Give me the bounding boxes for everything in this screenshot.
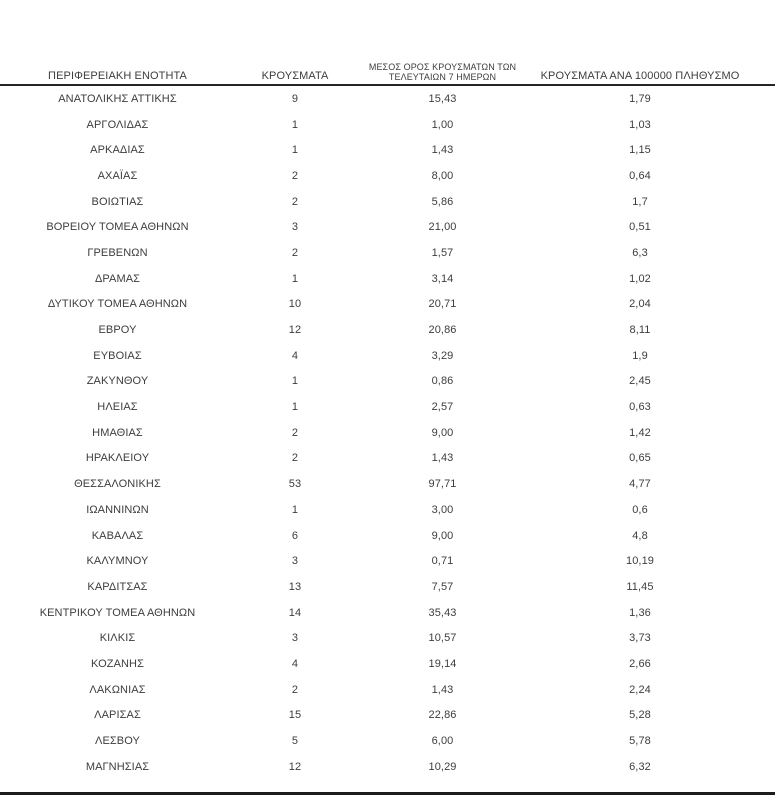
cases-per-100k-cell: 2,45: [629, 375, 651, 388]
cases-per-100k-cell: 1,15: [629, 144, 651, 157]
table-row: [0, 651, 775, 677]
cases-count-cell: 53: [288, 478, 302, 491]
cases-count-cell: 1: [291, 272, 299, 285]
cases-per-100k-cell: 8,11: [629, 324, 651, 337]
avg-7day-cases-cell: 1,00: [431, 118, 454, 131]
cases-count-cell: 1: [291, 118, 299, 131]
avg-7day-cases-cell: 20,71: [428, 298, 457, 311]
cases-count-cell: 9: [291, 92, 299, 105]
cases-per-100k-cell: 3,73: [629, 632, 651, 645]
avg-7day-cases-cell: 22,86: [428, 709, 457, 722]
avg-7day-cases-cell: 35,43: [428, 606, 457, 619]
table-row: [0, 728, 775, 754]
region-name-cell: ΛΕΣΒΟΥ: [95, 735, 140, 748]
avg-7day-cases-cell: 10,29: [428, 760, 457, 773]
region-name-cell: ΚΑΡΔΙΤΣΑΣ: [87, 580, 148, 593]
table-row: [0, 369, 775, 395]
cases-per-100k-cell: 0,6: [632, 503, 648, 516]
cases-count-cell: 4: [291, 657, 299, 670]
region-name-cell: ΚΙΛΚΙΣ: [99, 632, 136, 645]
table-row: [0, 446, 775, 472]
avg-7day-cases-cell: 15,43: [428, 92, 457, 105]
table-row: [0, 86, 775, 112]
cases-per-100k-cell: 2,24: [629, 683, 651, 696]
avg-7day-cases-cell: 9,00: [431, 426, 454, 439]
table-row: [0, 266, 775, 292]
cases-count-cell: 10: [288, 298, 302, 311]
cases-count-cell: 3: [291, 555, 299, 568]
avg-7day-cases-cell: 21,00: [428, 221, 457, 234]
cases-count-cell: 15: [288, 709, 302, 722]
avg-7day-cases-cell: 1,57: [431, 246, 454, 259]
avg-7day-cases-cell: 3,29: [431, 349, 454, 362]
region-name-cell: ΑΝΑΤΟΛΙΚΗΣ ΑΤΤΙΚΗΣ: [58, 92, 177, 105]
cases-per-100k-cell: 5,78: [629, 735, 651, 748]
table-row: [0, 240, 775, 266]
avg-7day-cases-cell: 10,57: [428, 632, 457, 645]
region-name-cell: ΕΥΒΟΙΑΣ: [93, 349, 142, 362]
table-header-row: [0, 56, 775, 86]
cases-count-cell: 5: [291, 735, 299, 748]
region-name-cell: ΕΒΡΟΥ: [98, 324, 137, 337]
cases-per-100k-cell: 0,51: [629, 221, 651, 234]
cases-per-100k-cell: 1,36: [629, 606, 651, 619]
avg-7day-cases-cell: 1,43: [431, 452, 454, 465]
table-row: [0, 703, 775, 729]
table-row: [0, 548, 775, 574]
region-name-cell: ΚΟΖΑΝΗΣ: [91, 657, 144, 670]
cases-per-100k-cell: 1,7: [632, 195, 648, 208]
cases-per-100k-cell: 0,64: [629, 169, 651, 182]
region-name-cell: ΛΑΡΙΣΑΣ: [94, 709, 141, 722]
region-name-cell: ΘΕΣΣΑΛΟΝΙΚΗΣ: [74, 478, 161, 491]
region-name-cell: ΚΑΒΑΛΑΣ: [91, 529, 144, 542]
region-name-cell: ΜΑΓΝΗΣΙΑΣ: [85, 760, 150, 773]
table-bottom-rule: [0, 792, 775, 795]
cases-count-cell: 3: [291, 632, 299, 645]
region-name-cell: ΑΧΑΪΑΣ: [97, 169, 138, 182]
cases-count-cell: 2: [291, 169, 299, 182]
avg-7day-cases-cell: 5,86: [431, 195, 454, 208]
cases-per-100k-cell: 1,02: [629, 272, 651, 285]
table-row: [0, 394, 775, 420]
region-name-cell: ΗΜΑΘΙΑΣ: [92, 426, 143, 439]
cases-per-100k-cell: 2,04: [629, 298, 651, 311]
cases-per-100k-cell: 0,63: [629, 401, 651, 414]
table-row: [0, 497, 775, 523]
region-name-cell: ΑΡΚΑΔΙΑΣ: [90, 144, 145, 157]
region-name-cell: ΚΕΝΤΡΙΚΟΥ ΤΟΜΕΑ ΑΘΗΝΩΝ: [39, 606, 196, 619]
avg-7day-cases-cell: 1,43: [431, 683, 454, 696]
table-row: [0, 420, 775, 446]
cases-per-100k-cell: 0,65: [629, 452, 651, 465]
table-row: [0, 292, 775, 318]
col-header-7day-average-line2: ΤΕΛΕΥΤΑΙΩΝ 7 ΗΜΕΡΩΝ: [388, 72, 497, 82]
region-name-cell: ΖΑΚΥΝΘΟΥ: [86, 375, 149, 388]
cases-count-cell: 1: [291, 144, 299, 157]
avg-7day-cases-cell: 6,00: [431, 735, 454, 748]
cases-per-100k-cell: 2,66: [629, 657, 651, 670]
table-row: [0, 189, 775, 215]
cases-count-cell: 14: [288, 606, 302, 619]
cases-per-100k-cell: 1,03: [629, 118, 651, 131]
cases-count-cell: 3: [291, 221, 299, 234]
avg-7day-cases-cell: 0,71: [431, 555, 454, 568]
avg-7day-cases-cell: 19,14: [428, 657, 457, 670]
table-row: [0, 112, 775, 138]
avg-7day-cases-cell: 0,86: [431, 375, 454, 388]
cases-count-cell: 12: [288, 760, 302, 773]
region-name-cell: ΗΡΑΚΛΕΙΟΥ: [85, 452, 150, 465]
table-row: [0, 317, 775, 343]
avg-7day-cases-cell: 97,71: [428, 478, 457, 491]
cases-count-cell: 4: [291, 349, 299, 362]
col-header-regional-unit: ΠΕΡΙΦΕΡΕΙΑΚΗ ΕΝΟΤΗΤΑ: [48, 70, 187, 82]
table-row: [0, 163, 775, 189]
region-name-cell: ΗΛΕΙΑΣ: [97, 401, 138, 414]
region-name-cell: ΓΡΕΒΕΝΩΝ: [87, 246, 148, 259]
cases-count-cell: 12: [288, 324, 302, 337]
cases-per-100k-cell: 10,19: [625, 555, 655, 568]
table-row: [0, 214, 775, 240]
col-header-7day-average-line1: ΜΕΣΟΣ ΟΡΟΣ ΚΡΟΥΣΜΑΤΩΝ ΤΩΝ: [368, 62, 517, 72]
cases-count-cell: 2: [291, 246, 299, 259]
table-row: [0, 523, 775, 549]
avg-7day-cases-cell: 3,00: [431, 503, 454, 516]
cases-count-cell: 2: [291, 426, 299, 439]
cases-per-100k-cell: 4,77: [629, 478, 651, 491]
avg-7day-cases-cell: 2,57: [431, 401, 454, 414]
col-header-cases: ΚΡΟΥΣΜΑΤΑ: [261, 70, 329, 82]
cases-count-cell: 2: [291, 452, 299, 465]
table-row: [0, 574, 775, 600]
avg-7day-cases-cell: 9,00: [431, 529, 454, 542]
col-header-cases-per-100k: ΚΡΟΥΣΜΑΤΑ ΑΝΑ 100000 ΠΛΗΘΥΣΜΟ: [540, 70, 740, 82]
table-body: [0, 86, 775, 780]
region-name-cell: ΚΑΛΥΜΝΟΥ: [86, 555, 149, 568]
table-row: [0, 754, 775, 780]
cases-count-cell: 6: [291, 529, 299, 542]
cases-count-cell: 1: [291, 503, 299, 516]
avg-7day-cases-cell: 1,43: [431, 144, 454, 157]
cases-per-100k-cell: 6,32: [629, 760, 651, 773]
table-row: [0, 137, 775, 163]
table-row: [0, 471, 775, 497]
cases-per-100k-cell: 1,9: [632, 349, 648, 362]
cases-per-100k-cell: 5,28: [629, 709, 651, 722]
cases-count-cell: 2: [291, 195, 299, 208]
table-row: [0, 625, 775, 651]
region-name-cell: ΔΡΑΜΑΣ: [94, 272, 141, 285]
region-name-cell: ΙΩΑΝΝΙΝΩΝ: [86, 503, 149, 516]
cases-count-cell: 13: [288, 580, 302, 593]
region-name-cell: ΒΟΙΩΤΙΑΣ: [91, 195, 144, 208]
avg-7day-cases-cell: 3,14: [431, 272, 454, 285]
avg-7day-cases-cell: 7,57: [431, 580, 454, 593]
region-name-cell: ΑΡΓΟΛΙΔΑΣ: [86, 118, 149, 131]
avg-7day-cases-cell: 8,00: [431, 169, 454, 182]
region-name-cell: ΒΟΡΕΙΟΥ ΤΟΜΕΑ ΑΘΗΝΩΝ: [46, 221, 189, 234]
cases-per-100k-cell: 1,42: [629, 426, 651, 439]
cases-per-100k-cell: 1,79: [629, 92, 651, 105]
cases-count-cell: 1: [291, 375, 299, 388]
cases-per-100k-cell: 11,45: [626, 580, 654, 593]
col-header-7day-average: [355, 62, 530, 82]
cases-count-cell: 1: [291, 401, 299, 414]
table-row: [0, 677, 775, 703]
table-row: [0, 600, 775, 626]
avg-7day-cases-cell: 20,86: [428, 324, 457, 337]
cases-per-100k-cell: 4,8: [632, 529, 648, 542]
region-name-cell: ΛΑΚΩΝΙΑΣ: [89, 683, 146, 696]
table-row: [0, 343, 775, 369]
cases-per-100k-cell: 6,3: [632, 246, 648, 259]
region-name-cell: ΔΥΤΙΚΟΥ ΤΟΜΕΑ ΑΘΗΝΩΝ: [47, 298, 188, 311]
cases-count-cell: 2: [291, 683, 299, 696]
